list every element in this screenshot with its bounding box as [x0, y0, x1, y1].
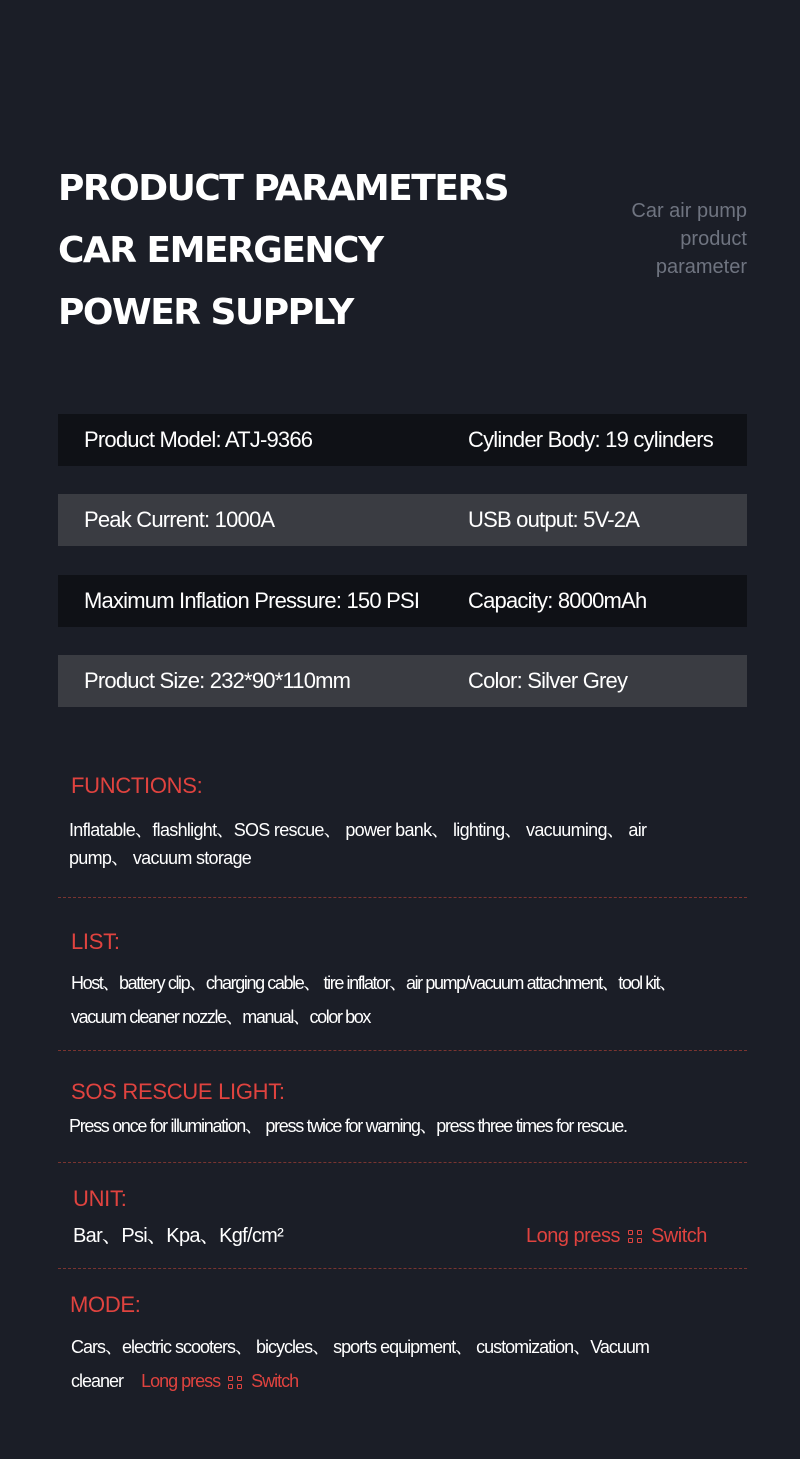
- sos-text: Press once for illumination、 press twice for warning、press three times for rescue.: [69, 1116, 627, 1136]
- param-row-model: [58, 414, 747, 466]
- title-line-2: CAR EMERGENCY: [58, 230, 383, 271]
- divider: [58, 1050, 747, 1051]
- title-line-3: POWER SUPPLY: [58, 292, 353, 333]
- param-right: Capacity: 8000mAh: [468, 588, 647, 613]
- list-line-2: vacuum cleaner nozzle、manual、color box: [71, 1007, 370, 1027]
- long-press-label: Long press: [141, 1371, 221, 1391]
- page-title: [58, 158, 508, 344]
- divider: [58, 1268, 747, 1269]
- param-left: Maximum Inflation Pressure: 150 PSI: [84, 588, 420, 613]
- switch-label: Switch: [650, 1225, 707, 1247]
- unit-switch-hint: [526, 1222, 707, 1250]
- functions-text: [69, 816, 646, 872]
- mode-line-1: Cars、electric scooters、 bicycles、 sports equipment、 customization、Vacuum: [71, 1337, 649, 1357]
- subtitle-line-1: Car air pump: [631, 200, 747, 222]
- long-press-label: Long press: [526, 1225, 620, 1247]
- param-right: USB output: 5V-2A: [468, 507, 640, 532]
- param-right: Color: Silver Grey: [468, 668, 628, 693]
- functions-line-1: Inflatable、flashlight、SOS rescue、 power bank、 lighting、 vacuuming、 air: [69, 820, 647, 840]
- param-row-pressure: [58, 575, 747, 627]
- param-left: Peak Current: 1000A: [84, 507, 275, 532]
- mode-line-2-text: cleaner: [71, 1371, 124, 1391]
- list-line-1: Host、battery clip、charging cable、 tire inflator、air pump/vacuum attachment、tool kit、: [71, 973, 676, 993]
- sos-heading: SOS RESCUE LIGHT:: [71, 1079, 285, 1104]
- title-line-1: PRODUCT PARAMETERS: [58, 168, 509, 209]
- unit-heading: UNIT:: [73, 1186, 127, 1211]
- list-heading: LIST:: [71, 929, 120, 954]
- divider: [58, 1162, 747, 1163]
- divider: [58, 897, 747, 898]
- mode-heading: MODE:: [70, 1292, 141, 1317]
- param-row-size: [58, 655, 747, 707]
- param-left: Product Size: 232*90*110mm: [84, 668, 351, 693]
- subtitle-line-2: product: [680, 228, 747, 250]
- param-row-current: [58, 494, 747, 546]
- mode-line-2: [71, 1364, 649, 1398]
- unit-text: Bar、Psi、Kpa、Kgf/cm²: [73, 1225, 284, 1247]
- subtitle-line-3: parameter: [655, 256, 747, 278]
- switch-grid-icon: [628, 1230, 643, 1243]
- functions-heading: FUNCTIONS:: [71, 773, 203, 798]
- switch-label: Switch: [251, 1371, 299, 1391]
- param-right: Cylinder Body: 19 cylinders: [468, 427, 713, 452]
- subtitle: [631, 197, 747, 281]
- param-left: Product Model: ATJ-9366: [84, 427, 313, 452]
- list-text: [71, 966, 676, 1034]
- mode-text: [71, 1330, 649, 1398]
- functions-line-2: pump、 vacuum storage: [69, 848, 252, 868]
- switch-grid-icon: [228, 1376, 243, 1389]
